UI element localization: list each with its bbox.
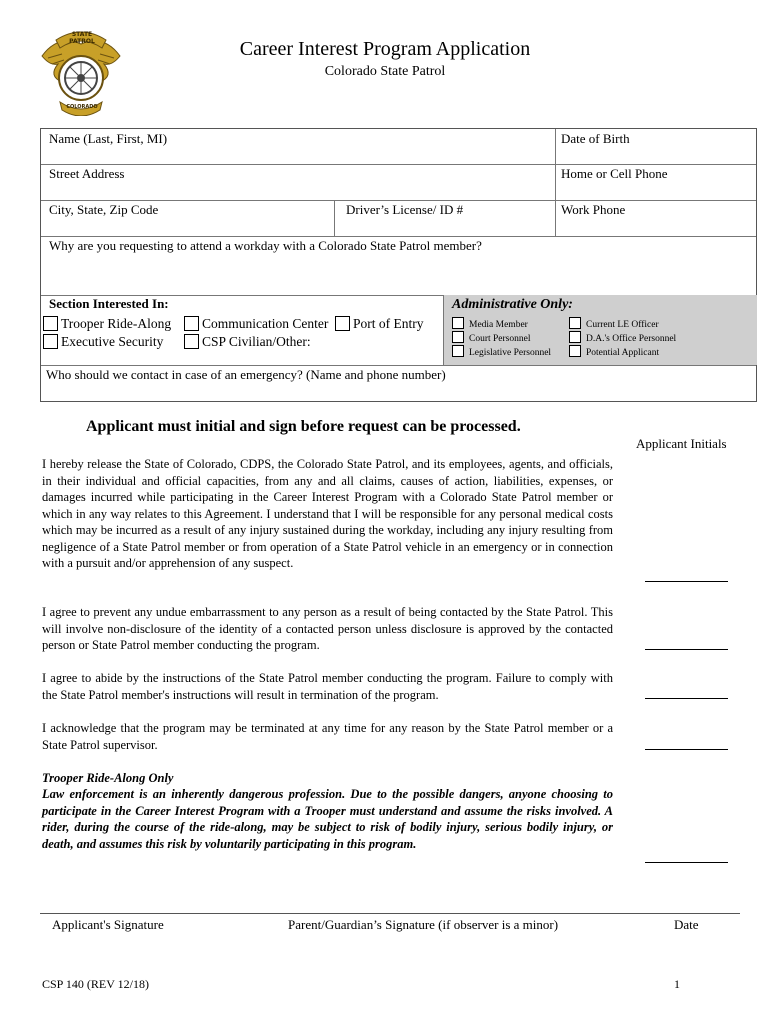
- option-label: Communication Center: [202, 316, 329, 331]
- instructions-paragraph: I agree to abide by the instructions of the State Patrol member conducting the program. Failure to comply with the State Patrol member's instructions will result in termination of the program.: [42, 671, 613, 702]
- page-title: Career Interest Program Application: [239, 38, 531, 60]
- ride-along-heading: Trooper Ride-Along Only: [42, 771, 174, 785]
- phone-field[interactable]: Home or Cell Phone: [561, 166, 668, 181]
- initials-line-5[interactable]: [645, 862, 728, 863]
- applicant-info-form: [40, 128, 757, 402]
- checkbox-csp-civilian-other[interactable]: [184, 334, 311, 350]
- form-number: CSP 140 (REV 12/18): [42, 977, 150, 991]
- checkbox-legislative-personnel[interactable]: [452, 345, 551, 358]
- drivers-license-field[interactable]: Driver’s License/ ID #: [346, 202, 464, 217]
- request-reason-field[interactable]: Why are you requesting to attend a workday with a Colorado State Patrol member?: [49, 238, 482, 253]
- checkbox-trooper-ride-along[interactable]: [43, 316, 171, 332]
- checkbox-da-office-personnel[interactable]: [569, 331, 676, 344]
- checkbox-box[interactable]: [452, 317, 464, 329]
- termination-paragraph: I acknowledge that the program may be terminated at any time for any reason by the State Patrol member or a State Patrol supervisor.: [42, 721, 613, 752]
- option-label: Legislative Personnel: [469, 348, 552, 358]
- emergency-contact-field[interactable]: Who should we contact in case of an emergency? (Name and phone number): [46, 367, 446, 382]
- option-label: Executive Security: [61, 334, 164, 349]
- option-label: D.A.'s Office Personnel: [586, 334, 677, 344]
- logo-bottom-text: COLORADO: [66, 104, 98, 110]
- ride-along-paragraph: Law enforcement is an inherently dangerous profession. Due to the possible dangers, anyone choosing to participate in the Career Interest Program with a Trooper must understand and assume the risks involved. A rider, during the course of the ride-along, may be subject to risk of bodily injury, serious bodily injury, or death, and assumes this risk by voluntarily participating in this program.: [42, 787, 613, 851]
- admin-title: Administrative Only:: [452, 297, 573, 312]
- initials-line-3[interactable]: [645, 698, 728, 699]
- initials-line-4[interactable]: [645, 749, 728, 750]
- checkbox-court-personnel[interactable]: [452, 331, 530, 344]
- name-field[interactable]: Name (Last, First, MI): [49, 131, 168, 146]
- option-label: Potential Applicant: [586, 348, 660, 358]
- street-address-field[interactable]: Street Address: [49, 166, 125, 181]
- checkbox-current-le-officer[interactable]: [569, 317, 659, 330]
- checkbox-box[interactable]: [452, 345, 464, 357]
- page-number: 1: [674, 977, 680, 991]
- checkbox-port-of-entry[interactable]: [335, 316, 424, 332]
- date-label: Date: [674, 917, 699, 932]
- option-label: Court Personnel: [469, 334, 531, 344]
- checkbox-box[interactable]: [43, 316, 58, 331]
- checkbox-box[interactable]: [184, 334, 199, 349]
- administrative-only-panel: [443, 295, 757, 365]
- checkbox-box[interactable]: [569, 345, 581, 357]
- section-interested-label: Section Interested In:: [49, 296, 169, 311]
- signature-line[interactable]: [40, 913, 740, 914]
- option-label: Media Member: [469, 320, 528, 330]
- checkbox-box[interactable]: [335, 316, 350, 331]
- checkbox-box[interactable]: [569, 317, 581, 329]
- checkbox-box[interactable]: [452, 331, 464, 343]
- parent-signature-label: Parent/Guardian’s Signature (if observer is a minor): [288, 917, 559, 932]
- option-label: Current LE Officer: [586, 320, 659, 330]
- checkbox-box[interactable]: [43, 334, 58, 349]
- checkbox-box[interactable]: [184, 316, 199, 331]
- release-paragraph: I hereby release the State of Colorado, CDPS, the Colorado State Patrol, and its employees, agents, and officials, in their individual and official capacities, from any and all claims, causes of action, liabilities, expenses, or damages incurred while participating in the Career Interest Program with a Colorado State Patrol member or which in any way relates to this Agreement. I understand that I will be responsible for any personal medical costs which may be incurred as a result of any injury sustained during the workday, including any injury resulting from negligence of a State Patrol member or from operation of a State Patrol vehicle in an emergency or in connection with a pursuit and/or apprehension of any suspect.: [42, 457, 613, 570]
- checkbox-box[interactable]: [569, 331, 581, 343]
- signature-instruction: Applicant must initial and sign before request can be processed.: [86, 418, 521, 435]
- work-phone-field[interactable]: Work Phone: [561, 202, 626, 217]
- applicant-initials-label: Applicant Initials: [636, 436, 727, 451]
- logo-top-text: STATE PATROL: [69, 31, 95, 45]
- option-label: CSP Civilian/Other:: [202, 334, 311, 349]
- applicant-signature-label: Applicant's Signature: [52, 917, 164, 932]
- embarrassment-paragraph: I agree to prevent any undue embarrassment to any person as a result of being contacted by the State Patrol. This will involve non-disclosure of the identity of a contacted person unless disclosure is approved by the contacted person or State Patrol member conducting the program.: [42, 605, 613, 652]
- city-state-zip-field[interactable]: City, State, Zip Code: [49, 202, 159, 217]
- dob-field[interactable]: Date of Birth: [561, 131, 630, 146]
- page-subtitle: Colorado State Patrol: [324, 64, 446, 79]
- option-label: Trooper Ride-Along: [61, 316, 172, 331]
- option-label: Port of Entry: [353, 316, 424, 331]
- checkbox-potential-applicant[interactable]: [569, 345, 659, 358]
- checkbox-media-member[interactable]: [452, 317, 528, 330]
- checkbox-communication-center[interactable]: [184, 316, 328, 332]
- initials-line-1[interactable]: [645, 581, 728, 582]
- checkbox-executive-security[interactable]: [43, 334, 163, 350]
- initials-line-2[interactable]: [645, 649, 728, 650]
